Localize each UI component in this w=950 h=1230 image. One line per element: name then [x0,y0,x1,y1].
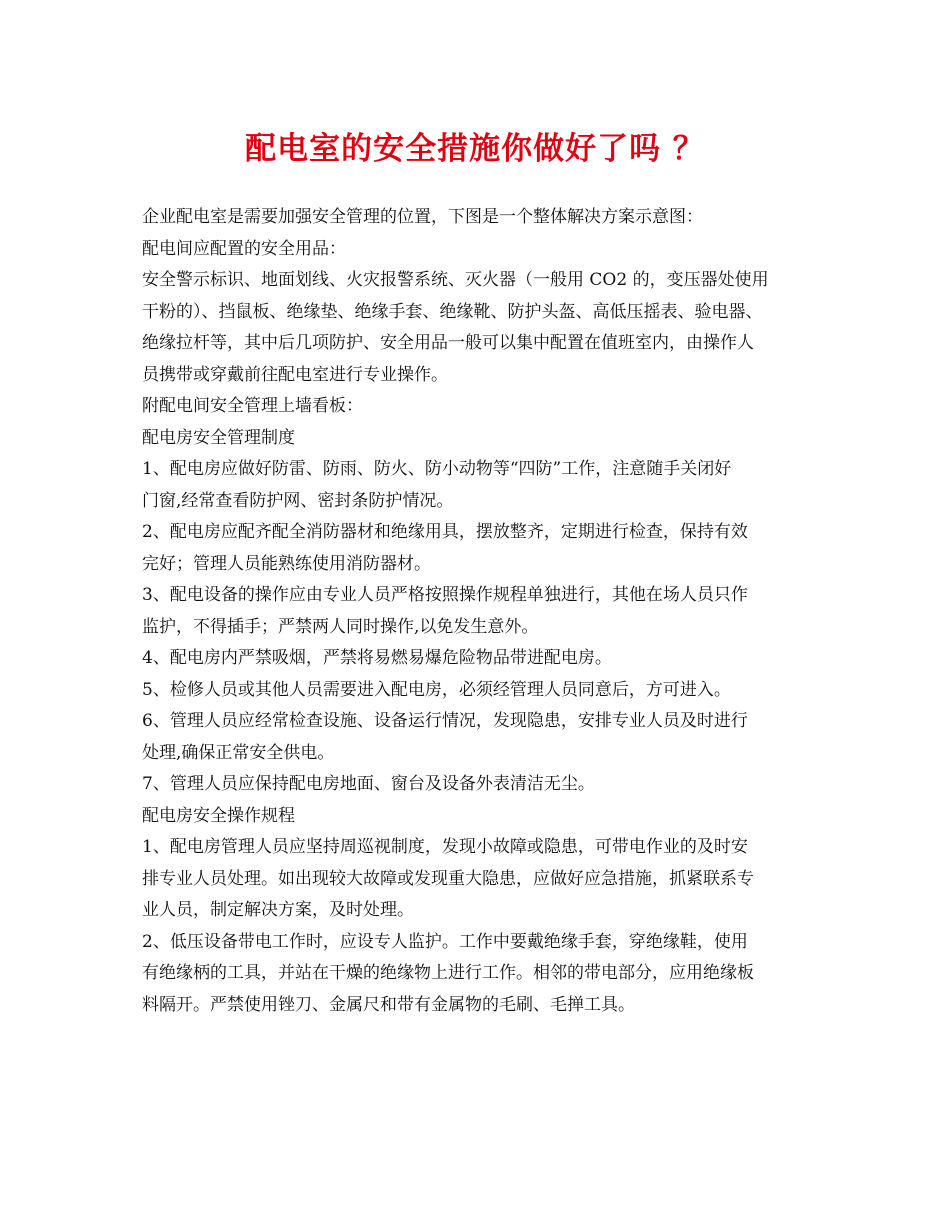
paragraph-line: 1、配电房应做好防雷、防雨、防火、防小动物等“四防”工作，注意随手关闭好 [142,459,732,479]
paragraph [142,234,810,266]
paragraph-line: 附配电间安全管理上墙看板： [142,396,363,416]
paragraph-line: 3、配电设备的操作应由专业人员严格按照操作规程单独进行，其他在场人员只作 [142,585,748,605]
document-body [142,202,810,1021]
paragraph-line: 7、管理人员应保持配电房地面、窗台及设备外表清洁无尘。 [142,774,595,794]
paragraph [142,391,810,423]
paragraph-line: 门窗,经常查看防护网、密封条防护情况。 [142,490,454,511]
paragraph [142,265,810,391]
paragraph-line: 6、管理人员应经常检查设施、设备运行情况，发现隐患，安排专业人员及时进行 [142,711,748,731]
paragraph [142,643,810,675]
paragraph-line: 绝缘拉杆等，其中后几项防护、安全用品一般可以集中配置在值班室内，由操作人 [142,333,754,353]
paragraph [142,706,810,769]
paragraph-line: 企业配电室是需要加强安全管理的位置，下图是一个整体解决方案示意图： [142,207,703,227]
paragraph-line: 料隔开。严禁使用锉刀、金属尺和带有金属物的毛刷、毛掸工具。 [142,994,635,1015]
paragraph [142,769,810,801]
paragraph [142,927,810,1022]
paragraph-line: 排专业人员处理。如出现较大故障或发现重大隐患，应做好应急措施，抓紧联系专 [142,868,754,889]
paragraph-line: 有绝缘柄的工具，并站在干燥的绝缘物上进行工作。相邻的带电部分，应用绝缘板 [142,963,754,983]
paragraph-line: 配电房安全操作规程 [142,805,295,826]
paragraph-line: 4、配电房内严禁吸烟，严禁将易燃易爆危险物品带进配电房。 [142,648,612,668]
paragraph [142,832,810,927]
paragraph [142,580,810,643]
page-title: 配电室的安全措施你做好了吗 ？ [245,131,705,167]
paragraph-line: 监护，不得插手；严禁两人同时操作,以免发生意外。 [142,616,539,637]
paragraph-line: 业人员，制定解决方案，及时处理。 [142,900,414,920]
paragraph-line: 配电房安全管理制度 [142,427,295,448]
paragraph-line: 干粉的）、挡鼠板、绝缘垫、绝缘手套、绝缘靴、防护头盔、高低压摇表、验电器、 [142,301,763,322]
paragraph [142,517,810,580]
paragraph [142,423,810,455]
paragraph-line: 2、低压设备带电工作时，应设专人监护。工作中要戴绝缘手套，穿绝缘鞋，使用 [142,931,748,952]
paragraph-line: 5、检修人员或其他人员需要进入配电房，必须经管理人员同意后，方可进入。 [142,679,731,700]
paragraph [142,801,810,833]
paragraph [142,675,810,707]
paragraph-line: 配电间应配置的安全用品： [142,238,346,259]
paragraph-line: 1、配电房管理人员应坚持周巡视制度，发现小故障或隐患，可带电作业的及时安 [142,837,748,857]
paragraph [142,454,810,517]
paragraph-line: 处理,确保正常安全供电。 [142,742,335,763]
paragraph-line: 2、配电房应配齐配全消防器材和绝缘用具，摆放整齐，定期进行检查，保持有效 [142,522,748,542]
paragraph-line: 员携带或穿戴前往配电室进行专业操作。 [142,364,448,385]
paragraph-line: 完好；管理人员能熟练使用消防器材。 [142,553,431,574]
paragraph [142,202,810,234]
paragraph-line: 安全警示标识、地面划线、火灾报警系统、灭火器（一般用 CO2 的，变压器处使用 [142,270,769,290]
